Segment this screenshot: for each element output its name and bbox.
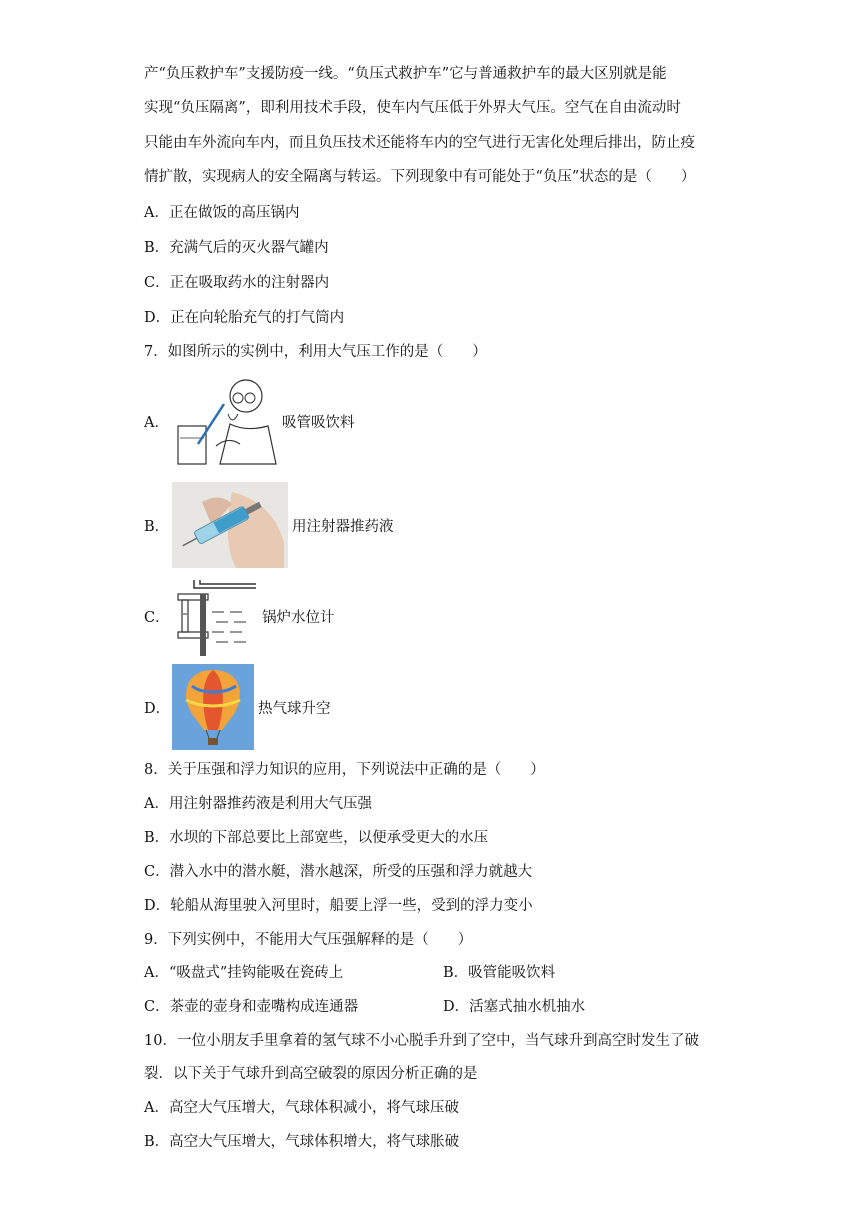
q6-option-a: A．正在做饭的高压锅内 bbox=[144, 205, 300, 221]
q10-stem-line-1: 10．一位小朋友手里拿着的氢气球不小心脱手升到了空中，当气球升到高空时发生了破 bbox=[144, 1033, 699, 1049]
q8-option-c: C．潜入水中的潜水艇，潜水越深，所受的压强和浮力就越大 bbox=[144, 864, 533, 880]
q8-stem: 8．关于压强和浮力知识的应用，下列说法中正确的是（ ） bbox=[144, 762, 545, 778]
q6-option-b: B．充满气后的灭火器气罐内 bbox=[144, 240, 329, 256]
q7-option-d bbox=[144, 664, 331, 750]
q8-option-d: D．轮船从海里驶入河里时，船要上浮一些，受到的浮力变小 bbox=[144, 898, 533, 914]
q9-option-a: A．“吸盘式”挂钩能吸在瓷砖上 bbox=[144, 965, 344, 981]
q7-option-d-caption: 热气球升空 bbox=[258, 700, 331, 717]
q9-option-d: D．活塞式抽水机抽水 bbox=[443, 999, 586, 1015]
q6-stem-line-1: 产“负压救护车”支援防疫一线。“负压式救护车”它与普通救护车的最大区别就是能 bbox=[144, 66, 667, 82]
q10-option-a: A．高空大气压增大，气球体积减小，将气球压破 bbox=[144, 1100, 459, 1116]
q7-option-c-caption: 锅炉水位计 bbox=[262, 609, 335, 626]
q7-option-b-label: B． bbox=[144, 518, 170, 535]
q6-option-c: C．正在吸取药水的注射器内 bbox=[144, 275, 330, 291]
q7-option-b-caption: 用注射器推药液 bbox=[292, 518, 394, 535]
q7-stem: 7．如图所示的实例中，利用大气压工作的是（ ） bbox=[144, 344, 487, 360]
q9-option-c: C．茶壶的壶身和壶嘴构成连通器 bbox=[144, 999, 359, 1015]
q6-option-d: D．正在向轮胎充气的打气筒内 bbox=[144, 310, 345, 326]
q9-stem: 9．下列实例中，不能用大气压强解释的是（ ） bbox=[144, 932, 473, 948]
q7-option-b bbox=[144, 482, 394, 568]
q8-option-a: A．用注射器推药液是利用大气压强 bbox=[144, 796, 372, 812]
q10-option-b: B．高空大气压增大，气球体积增大，将气球胀破 bbox=[144, 1134, 460, 1150]
q10-stem-line-2: 裂．以下关于气球升到高空破裂的原因分析正确的是 bbox=[144, 1066, 478, 1082]
q6-stem-line-2: 实现“负压隔离”，即利用技术手段，使车内气压低于外界大气压。空气在自由流动时 bbox=[144, 100, 681, 116]
q7-option-c-label: C． bbox=[144, 609, 170, 626]
q8-option-b: B．水坝的下部总要比上部宽些，以便承受更大的水压 bbox=[144, 830, 489, 846]
straw-drinking-figure bbox=[172, 374, 278, 468]
q7-option-a-caption: 吸管吸饮料 bbox=[282, 414, 355, 431]
syringe-injection-photo bbox=[172, 482, 288, 568]
q9-option-b: B．吸管能吸饮料 bbox=[443, 965, 556, 981]
q6-stem-line-3: 只能由车外流向车内，而且负压技术还能将车内的空气进行无害化处理后排出，防止疫 bbox=[144, 135, 695, 151]
boiler-water-gauge-figure bbox=[172, 576, 258, 656]
q7-option-a-label: A． bbox=[144, 414, 169, 431]
q7-option-a bbox=[144, 374, 355, 468]
hot-air-balloon-photo bbox=[172, 664, 254, 750]
q6-stem-line-4: 情扩散，实现病人的安全隔离与转运。下列现象中有可能处于“负压”状态的是（ ） bbox=[144, 169, 696, 185]
q7-option-c bbox=[144, 576, 335, 656]
q7-option-d-label: D． bbox=[144, 700, 171, 717]
